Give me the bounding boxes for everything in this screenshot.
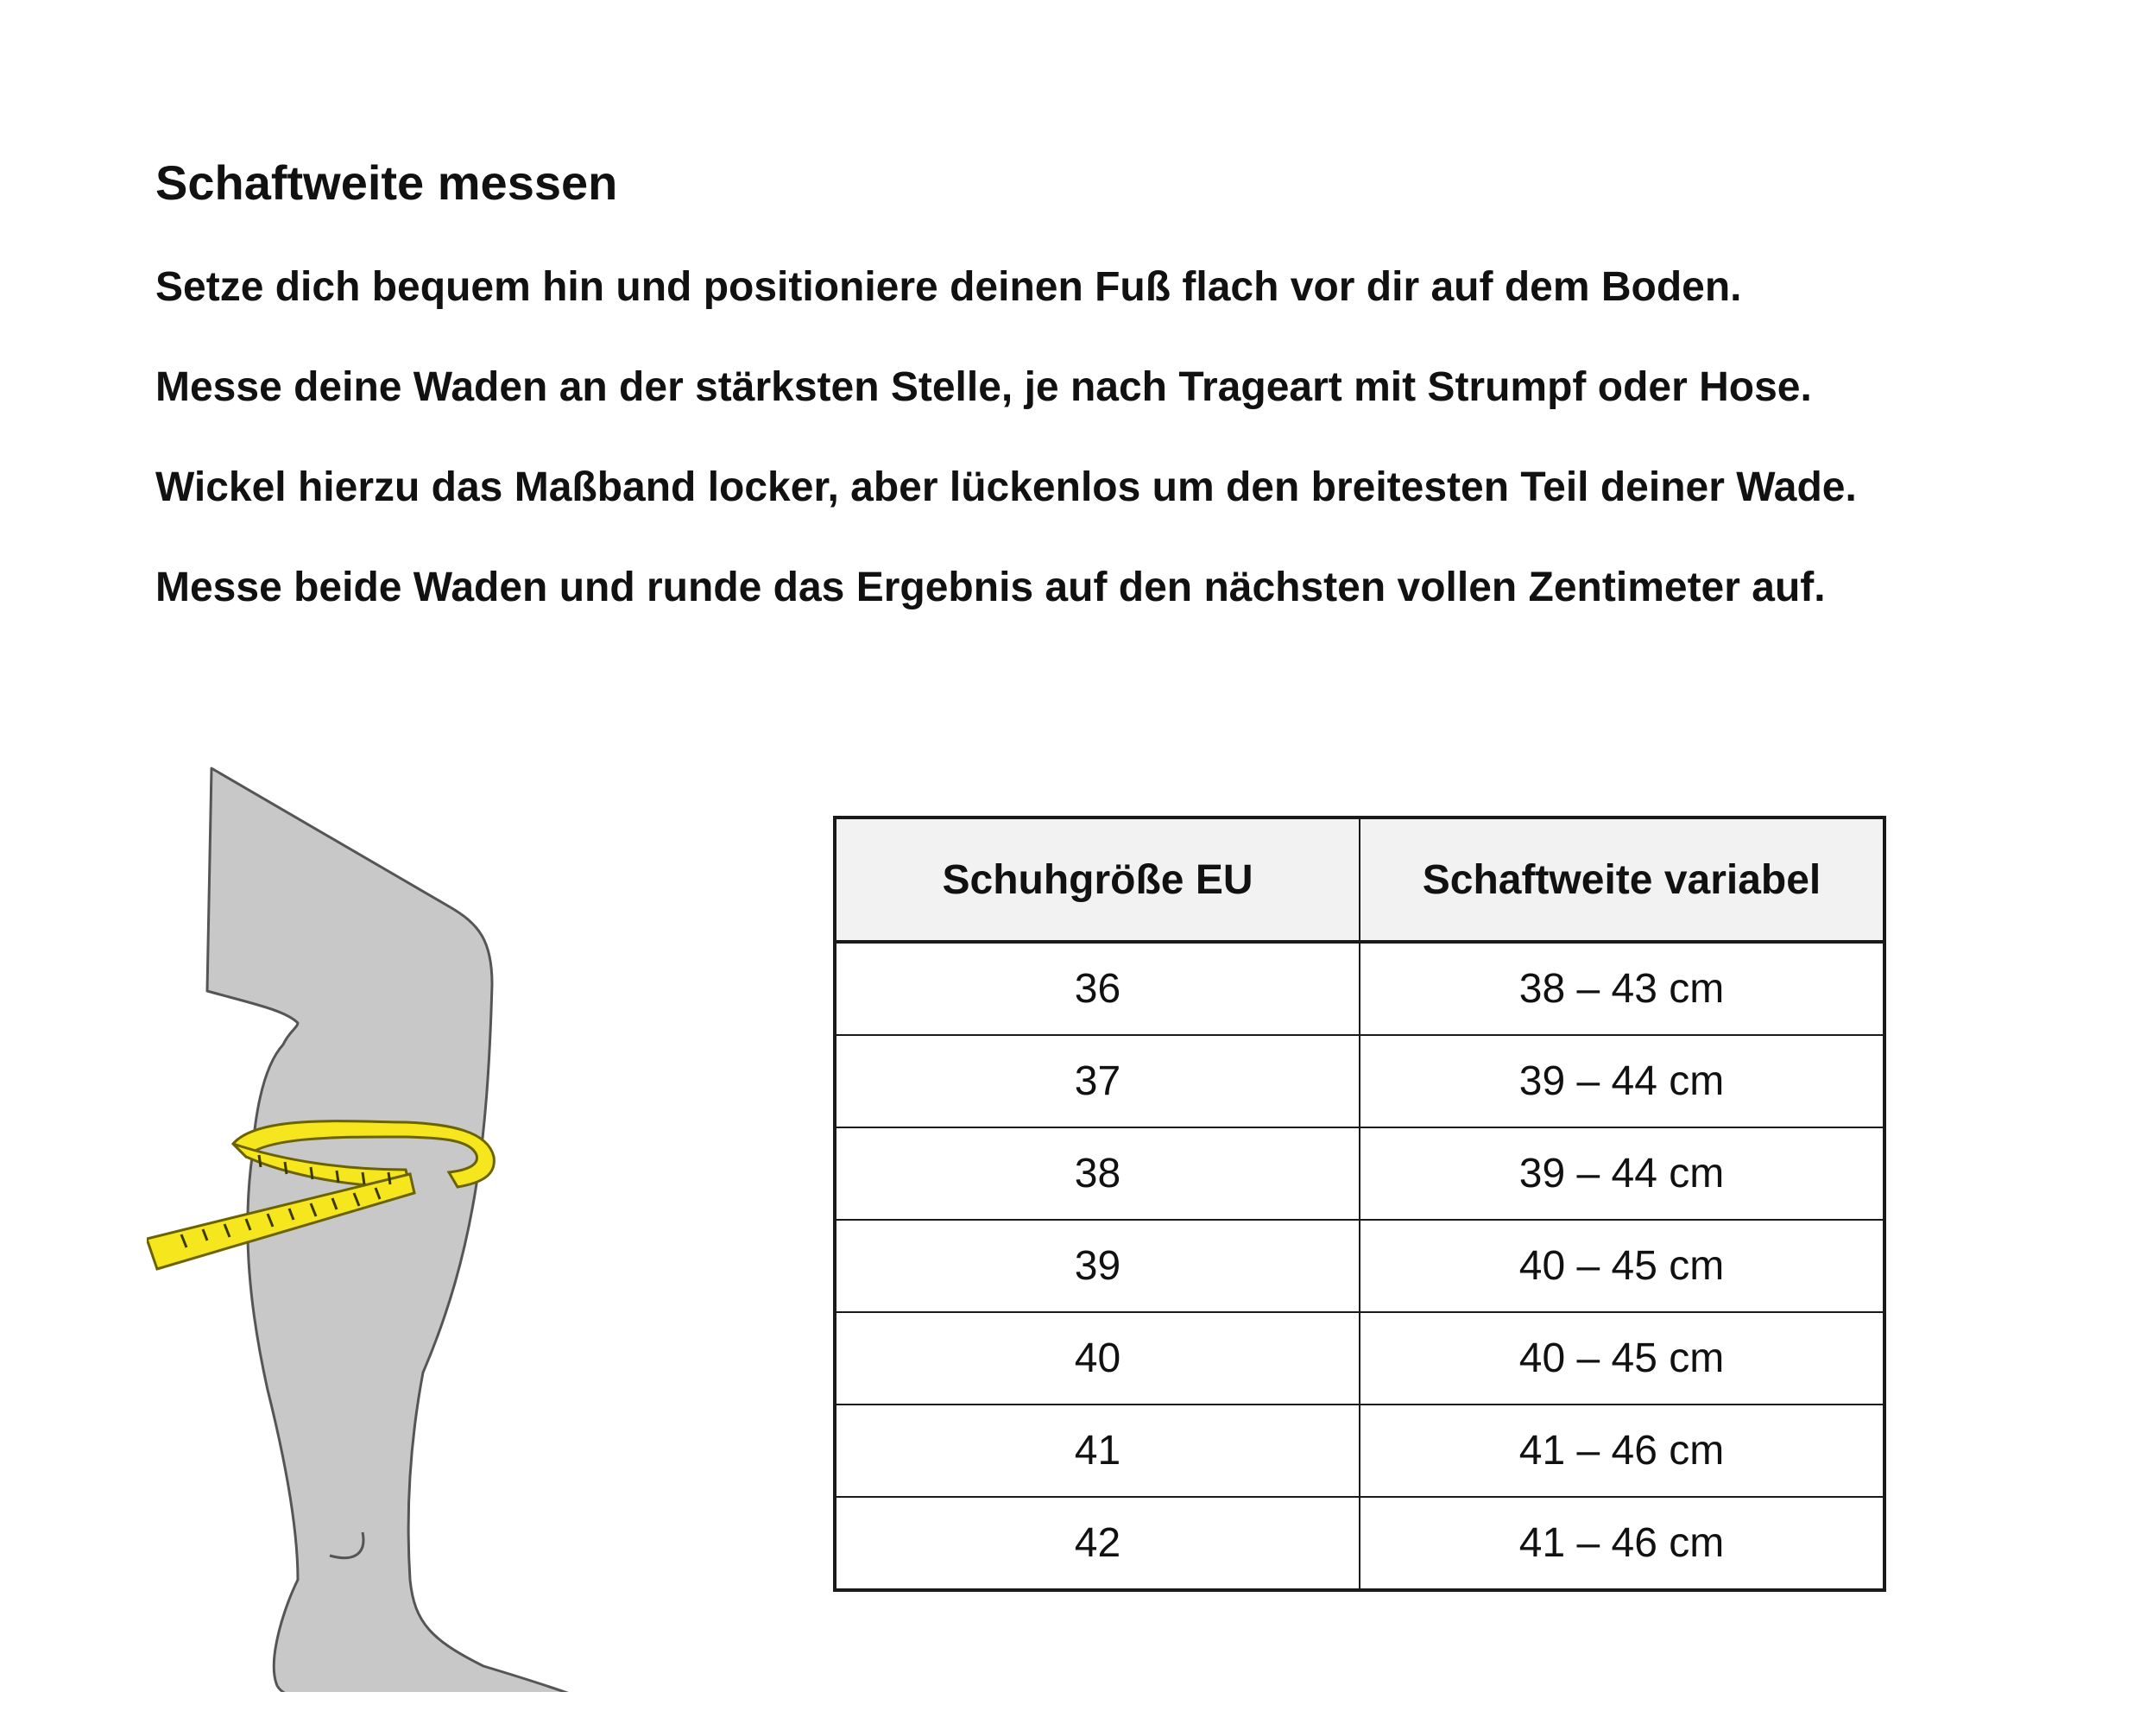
shaft-width-cell: 40 – 45 cm	[1360, 1220, 1884, 1312]
table-header-row	[835, 817, 1884, 942]
leg-with-measuring-tape-icon	[147, 751, 682, 1692]
shoe-size-cell: 41	[835, 1405, 1360, 1497]
table-row	[835, 1405, 1884, 1497]
shaft-width-cell: 40 – 45 cm	[1360, 1312, 1884, 1405]
column-header-shoe-size: Schuhgröße EU	[835, 817, 1360, 942]
table-row	[835, 1312, 1884, 1405]
table-row	[835, 942, 1884, 1035]
size-table	[833, 816, 1886, 1592]
shoe-size-cell: 39	[835, 1220, 1360, 1312]
shaft-width-cell: 39 – 44 cm	[1360, 1035, 1884, 1127]
page-title: Schaftweite messen	[155, 155, 618, 210]
table-row	[835, 1497, 1884, 1590]
instruction-step: Setze dich bequem hin und positioniere deinen Fuß flach vor dir auf dem Boden.	[155, 264, 1742, 310]
shaft-width-cell: 41 – 46 cm	[1360, 1405, 1884, 1497]
table-row	[835, 1035, 1884, 1127]
shoe-size-cell: 36	[835, 942, 1360, 1035]
instruction-step: Messe beide Waden und runde das Ergebnis auf den nächsten vollen Zentimeter auf.	[155, 565, 1826, 610]
shoe-size-cell: 40	[835, 1312, 1360, 1405]
instruction-step: Wickel hierzu das Maßband locker, aber lückenlos um den breitesten Teil deiner Wade.	[155, 464, 1857, 510]
shoe-size-cell: 38	[835, 1127, 1360, 1220]
instruction-list	[155, 263, 1857, 664]
table-row	[835, 1127, 1884, 1220]
shaft-width-cell: 41 – 46 cm	[1360, 1497, 1884, 1590]
shoe-size-cell: 37	[835, 1035, 1360, 1127]
column-header-shaft-width: Schaftweite variabel	[1360, 817, 1884, 942]
shaft-width-cell: 39 – 44 cm	[1360, 1127, 1884, 1220]
table-row	[835, 1220, 1884, 1312]
shaft-width-cell: 38 – 43 cm	[1360, 942, 1884, 1035]
shoe-size-cell: 42	[835, 1497, 1360, 1590]
instruction-step: Messe deine Waden an der stärksten Stelle, je nach Trageart mit Strumpf oder Hose.	[155, 364, 1812, 410]
